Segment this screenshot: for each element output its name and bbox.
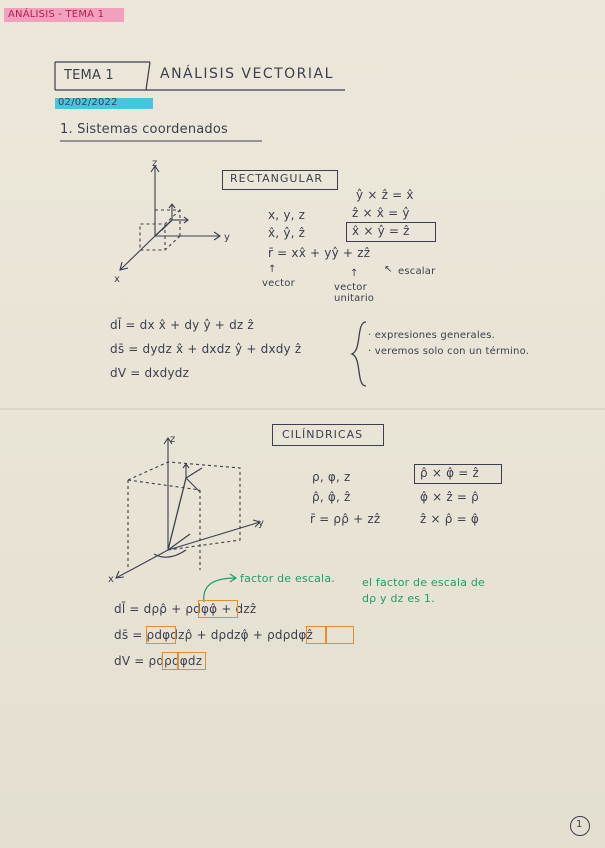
scale-box-ds-2 <box>306 626 326 644</box>
rect-vector-label: vector <box>262 278 295 289</box>
rect-unit-vectors: x̂, ŷ, ẑ <box>268 226 306 240</box>
cyl-unit-vectors: ρ̂, φ̂, ẑ <box>312 490 351 504</box>
rect-axis-z: z <box>152 158 158 169</box>
page-fold <box>0 408 605 410</box>
note-one-term: · veremos solo con un término. <box>368 346 530 357</box>
formula-dl: dl̄ = dx x̂ + dy ŷ + dz ẑ <box>110 318 254 332</box>
scale-box-dv-2 <box>178 652 206 670</box>
title-text: ANÁLISIS VECTORIAL <box>160 66 334 82</box>
scale-note-line2: dρ y dz es 1. <box>362 592 435 605</box>
rect-cross-3: x̂ × ŷ = ẑ <box>352 224 410 238</box>
rect-cross-1: ŷ × ẑ = x̂ <box>356 188 414 202</box>
cyl-formula-ds: ds̄ = ρdφdzρ̂ + dρdzφ̂ + ρdρdφẑ <box>114 628 313 642</box>
section-title: 1. Sistemas coordenados <box>60 122 229 137</box>
header-tag: ANÁLISIS - TEMA 1 <box>8 9 105 20</box>
rect-position-vector: r̄ = xx̂ + yŷ + zẑ <box>268 246 371 260</box>
rect-unit-vector-label: vector unitario <box>334 282 375 304</box>
formula-ds: ds̄ = dydz x̂ + dxdz ŷ + dxdy ẑ <box>110 342 302 356</box>
rect-cross-2: ẑ × x̂ = ŷ <box>352 206 410 220</box>
cyl-formula-dv: dV = ρdρdφdz <box>114 654 203 668</box>
cyl-coords: ρ, φ, z <box>312 470 351 484</box>
rect-axis-x: x <box>114 274 121 285</box>
formula-dv: dV = dxdydz <box>110 366 190 380</box>
cyl-formula-dl: dl̄ = dρρ̂ + ρdφφ̂ + dzẑ <box>114 602 257 616</box>
rect-coords: x, y, z <box>268 208 306 222</box>
rect-axis-y: y <box>224 232 231 243</box>
section-underline <box>0 0 605 150</box>
cyl-position-vector: r̄ = ρρ̂ + zẑ <box>310 512 381 526</box>
tema-label: TEMA 1 <box>64 68 114 83</box>
cylindrical-axes-diagram <box>110 430 280 590</box>
scale-note-line1: el factor de escala de <box>362 576 486 589</box>
cilindricas-label: CILÍNDRICAS <box>282 428 364 441</box>
rectangular-label: RECTANGULAR <box>230 172 324 185</box>
cyl-cross-3: ẑ × ρ̂ = φ̂ <box>420 512 479 526</box>
scale-box-ds-3 <box>326 626 354 644</box>
scale-box-ds-1 <box>146 626 176 644</box>
cyl-cross-1: ρ̂ × φ̂ = ẑ <box>420 466 479 480</box>
rect-scalar-label: escalar <box>398 266 436 277</box>
scale-box-dl <box>198 600 238 618</box>
page-number: 1 <box>576 819 583 830</box>
cyl-cross-2: φ̂ × ẑ = ρ̂ <box>420 490 479 504</box>
date: 02/02/2022 <box>58 97 118 108</box>
scale-factor-label: factor de escala. <box>240 572 335 585</box>
note-general: · expresiones generales. <box>368 330 495 341</box>
scale-box-dv-1 <box>162 652 178 670</box>
